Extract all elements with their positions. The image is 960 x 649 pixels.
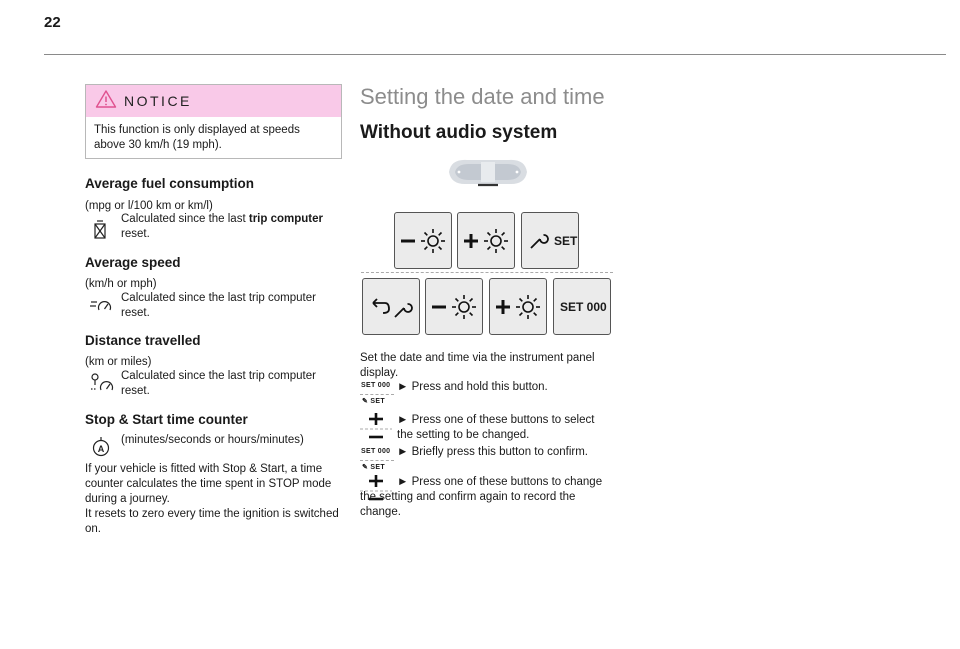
fuel-description — [121, 212, 336, 242]
instrument-panel-icon — [445, 154, 531, 190]
distance-description: Calculated since the last trip computer reset. — [121, 370, 316, 397]
speed-units: (km/h or mph) — [85, 278, 157, 290]
mini-set-000-icon-2 — [360, 446, 394, 476]
dim-plus-button[interactable] — [457, 212, 515, 269]
set-label: SET — [554, 234, 578, 248]
mini-set-label-2: SET — [370, 464, 385, 471]
notice-box — [85, 84, 342, 159]
section-title: Setting the date and time — [360, 84, 605, 109]
fuel-desc-suffix: reset. — [121, 228, 150, 240]
stopstart-units: (minutes/seconds or hours/minutes) — [121, 434, 304, 446]
set-000-button[interactable] — [553, 278, 611, 335]
plus-brightness-icon — [458, 213, 514, 268]
fuel-heading: Average fuel consumption — [85, 176, 255, 191]
header-rule — [44, 54, 946, 55]
step-2-text: ► Press one of these buttons to select the setting to be changed. — [397, 414, 595, 441]
button-separator — [361, 272, 613, 273]
distance-units: (km or miles) — [85, 356, 152, 368]
set-000-label: SET 000 — [560, 300, 607, 314]
plus-brightness-icon-2 — [490, 279, 546, 334]
section-subtitle: Without audio system — [360, 122, 558, 143]
back-wrench-icon — [363, 279, 419, 334]
intro-text: Set the date and time via the instrument panel display. — [360, 352, 595, 379]
step-4-text: ► Press one of these buttons to change the setting and confirm again to record the change. — [360, 476, 603, 518]
fuel-units: (mpg or l/100 km or km/l) — [85, 200, 213, 212]
speed-description: Calculated since the last trip computer reset. — [121, 292, 316, 319]
dim-minus-button[interactable] — [394, 212, 452, 269]
mini-separator — [360, 394, 394, 395]
mini-set-000-label: SET 000 — [361, 382, 391, 389]
minus-brightness-icon — [395, 213, 451, 268]
wrench-icon — [527, 231, 549, 251]
step-3-text: ► Briefly press this button to confirm. — [397, 446, 588, 458]
stopstart-body: If your vehicle is fitted with Stop & Start, a time counter calculates the time spent in STOP mode during a journey. It resets to zero every time the ignition is switched on. — [85, 463, 339, 535]
mini-separator-2 — [360, 460, 394, 461]
stopstart-heading: Stop & Start time counter — [85, 412, 248, 427]
distance-heading: Distance travelled — [85, 333, 201, 348]
notice-header — [86, 85, 341, 117]
mini-set-label: SET — [370, 398, 385, 405]
warning-triangle-icon — [95, 89, 117, 109]
wrench-set-button[interactable] — [521, 212, 579, 269]
mini-wrench-set-label-2: ✎ SET — [362, 464, 385, 471]
page-number: 22 — [44, 14, 61, 31]
plus-brightness-button[interactable] — [489, 278, 547, 335]
distance-icon — [89, 372, 115, 394]
speed-gauge-icon — [89, 296, 113, 314]
mini-plus-minus-icon — [360, 412, 392, 444]
minus-brightness-icon-2 — [426, 279, 482, 334]
minus-brightness-button[interactable] — [425, 278, 483, 335]
fuel-desc-prefix: Calculated since the last — [121, 213, 249, 225]
back-wrench-button[interactable] — [362, 278, 420, 335]
notice-text: This function is only displayed at speeds above 30 km/h (19 mph). — [94, 124, 300, 151]
stop-start-icon — [91, 436, 111, 458]
svg-text:A: A — [97, 444, 105, 454]
notice-title: NOTICE — [124, 93, 192, 109]
fuel-pump-icon — [93, 219, 109, 241]
step-1-text: ► Press and hold this button. — [397, 381, 548, 393]
fuel-desc-bold: trip computer — [248, 213, 323, 225]
mini-wrench-set-label: ✎ SET — [362, 398, 385, 405]
speed-heading: Average speed — [85, 255, 181, 270]
mini-set-000-label-2: SET 000 — [361, 448, 391, 455]
mini-set-000-icon — [360, 380, 394, 410]
